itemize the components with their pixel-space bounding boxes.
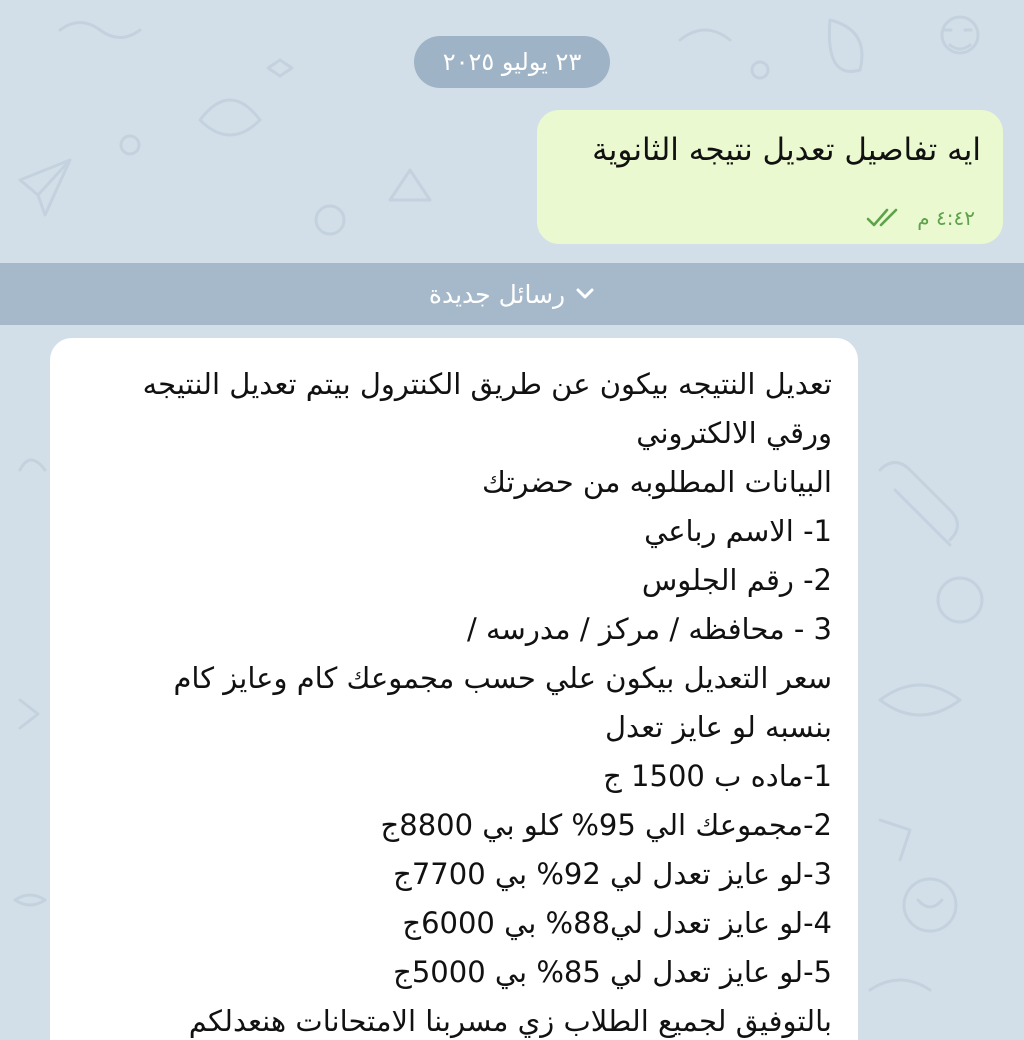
message-line: 5-لو عايز تعدل لي 85% بي 5000ج [393,955,832,989]
message-line: ورقي الالكتروني [636,416,832,450]
chevron-down-icon [575,287,595,301]
message-line: 2-مجموعك الي 95% كلو بي 8800ج [380,808,832,842]
message-line: بالتوفيق لجميع الطلاب زي مسربنا الامتحانات هنعدلكم [188,1004,832,1038]
new-messages-label: رسائل جديدة [428,279,566,309]
message-line: تعديل النتيجه بيكون عن طريق الكنترول بيتم تعديل النتيجه [142,367,832,401]
date-label: ٢٣ يوليو ٢٠٢٥ [442,48,582,76]
message-line: سعر التعديل بيكون علي حسب مجموعك كام وعايز كام [173,661,832,695]
incoming-message-text [62,360,832,1040]
message-line: 3 - محافظه / مركز / مدرسه / [467,612,832,646]
incoming-message-bubble[interactable] [50,338,858,1040]
message-line: 2- رقم الجلوس [641,563,832,597]
message-time: ٤:٤٢ م [917,206,975,230]
message-line: 1-ماده ب 1500 ج [603,759,832,793]
message-line: البيانات المطلوبه من حضرتك [482,465,832,499]
message-line: 4-لو عايز تعدل لي88% بي 6000ج [402,906,832,940]
outgoing-message-meta [865,206,975,230]
message-line: 3-لو عايز تعدل لي 92% بي 7700ج [393,857,832,891]
outgoing-message-text: ايه تفاصيل تعديل نتيجه الثانوية [592,132,981,168]
double-check-icon [865,207,909,229]
new-messages-divider [0,263,1024,325]
message-line: بنسبه لو عايز تعدل [604,710,832,744]
date-separator [414,36,610,88]
outgoing-message-bubble[interactable] [537,110,1003,244]
message-line: 1- الاسم رباعي [644,514,832,548]
